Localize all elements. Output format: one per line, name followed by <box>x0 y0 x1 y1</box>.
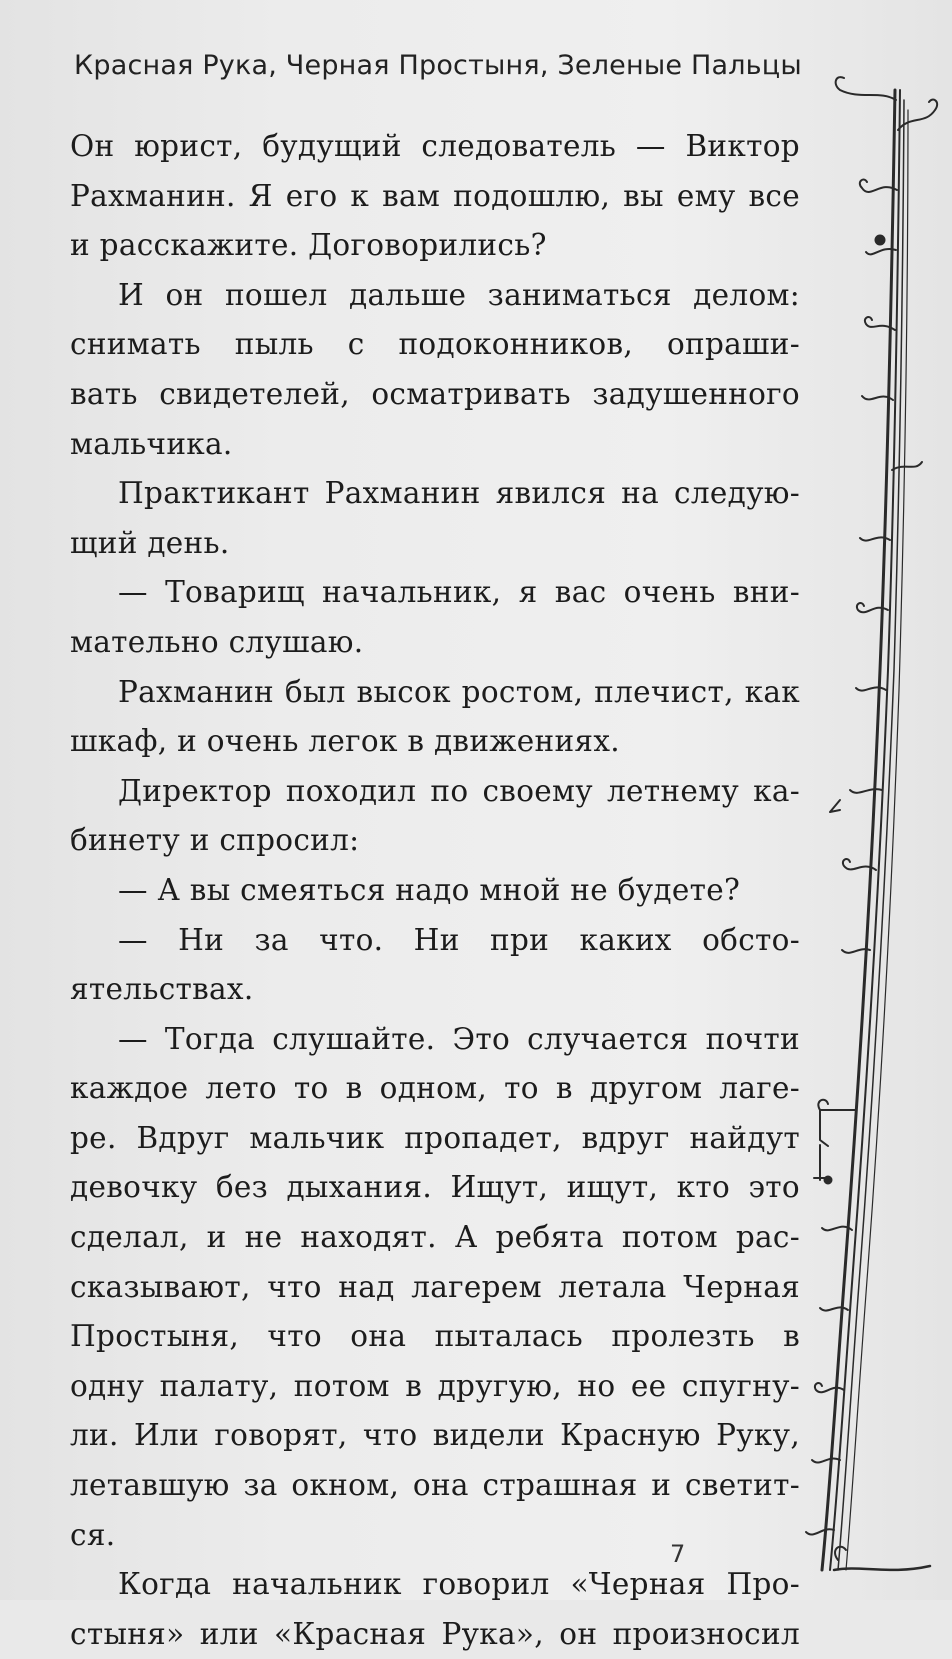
text-line: — Товарищ начальник, я вас очень вни- <box>118 575 800 610</box>
vine-ornament-icon <box>800 70 950 1580</box>
page-number: 7 <box>670 1540 686 1568</box>
text-line: И он пошел дальше заниматься делом: <box>118 277 800 312</box>
text-line: Простыня, что она пыталась пролезть в <box>70 1319 800 1354</box>
text-line: девочку без дыхания. Ищут, ищут, кто это <box>70 1170 800 1205</box>
text-line: ре. Вдруг мальчик пропадет, вдруг найдут <box>70 1120 800 1155</box>
text-line: Практикант Рахманин явился на следую- <box>118 476 800 511</box>
text-line: щий день. <box>70 525 230 560</box>
text-line: одну палату, потом в другую, но ее спугну- <box>70 1368 800 1403</box>
text-line: Директор походил по своему летнему ка- <box>118 773 800 808</box>
text-line: — Ни за что. Ни при каких обсто- <box>118 922 800 957</box>
text-line: Рахманин был высок ростом, плечист, как <box>118 674 800 709</box>
text-line: сделал, и не находят. А ребята потом рас- <box>70 1220 800 1255</box>
text-line: Рахманин. Я его к вам подошлю, вы ему все <box>70 178 800 213</box>
text-line: снимать пыль с подоконников, опраши- <box>70 327 800 362</box>
body-text <box>70 122 800 1659</box>
text-line: бинету и спросил: <box>70 823 360 858</box>
text-line: вать свидетелей, осматривать задушенного <box>70 376 800 411</box>
text-line: ли. Или говорят, что видели Красную Руку, <box>70 1418 800 1453</box>
text-line: — Тогда слушайте. Это случается почти <box>118 1021 800 1056</box>
text-line: мальчика. <box>70 426 233 461</box>
text-line: Когда начальник говорил «Черная Про- <box>118 1567 800 1602</box>
text-line: ятельствах. <box>70 972 254 1007</box>
text-line: и расскажите. Договорились? <box>70 228 547 263</box>
text-line: шкаф, и очень легок в движениях. <box>70 724 620 759</box>
running-head: Красная Рука, Черная Простыня, Зеленые Пальцы <box>74 50 802 81</box>
text-line: летавшую за окном, она страшная и светит- <box>70 1468 800 1503</box>
text-line: ся. <box>70 1517 116 1552</box>
text-line: Он юрист, будущий следователь — Виктор <box>70 129 800 163</box>
text-line: каждое лето то в одном, то в другом лаге- <box>70 1071 800 1106</box>
text-line: мательно слушаю. <box>70 624 364 659</box>
text-line: сказывают, что над лагерем летала Черная <box>70 1269 800 1304</box>
text-line: — А вы смеяться надо мной не будете? <box>118 872 741 907</box>
text-line: стыня» или «Красная Рука», он произносил <box>70 1616 800 1651</box>
